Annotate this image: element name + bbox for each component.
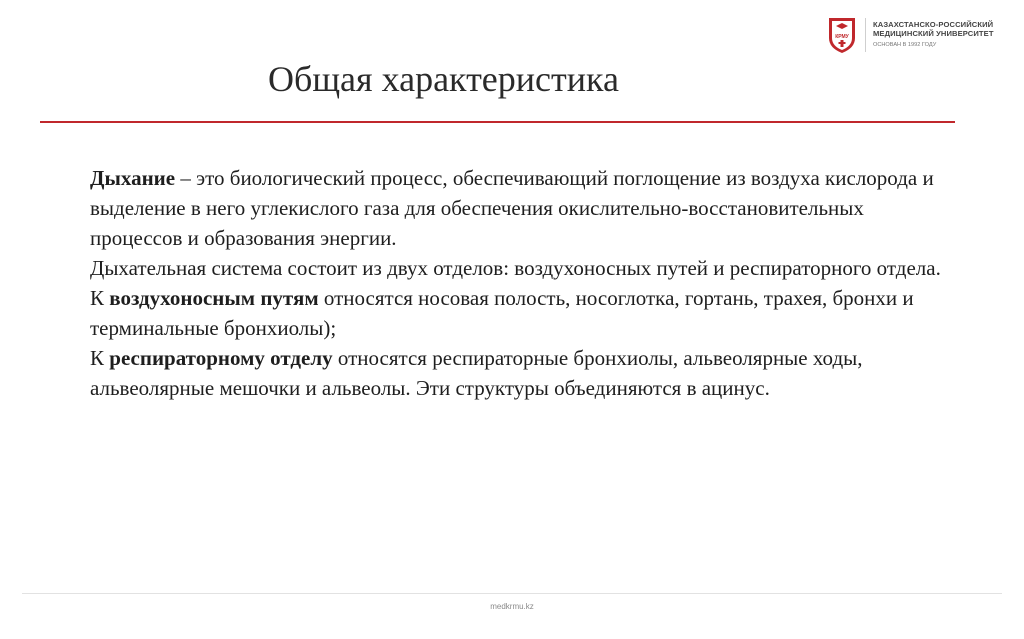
paragraph-airways: [90, 283, 950, 343]
respiratory-text: относятся респираторные бронхиолы, альвеолярные ходы, альвеолярные мешочки и альвеолы. Эти структуры объединяются в ацинус.: [90, 346, 863, 400]
paragraph-definition: [90, 163, 950, 253]
airways-prefix: К: [90, 286, 110, 310]
footer-url: medkrmu.kz: [490, 602, 534, 611]
system-text: Дыхательная система состоит из двух отделов: воздухоносных путей и респираторного отдела.: [90, 256, 941, 280]
logo-divider: [865, 18, 866, 52]
slide-body: [90, 163, 950, 403]
university-crest-icon: [827, 16, 857, 54]
slide-title: Общая характеристика: [268, 59, 619, 99]
logo-text: [873, 20, 994, 50]
airways-text: относятся носовая полость, носоглотка, гортань, трахея, бронхи и терминальные бронхиолы);: [90, 286, 914, 340]
respiratory-prefix: К: [90, 346, 110, 370]
definition-text: – это биологический процесс, обеспечивающий поглощение из воздуха кислорода и выделение в него углекислого газа для обеспечения окислительно-восстановительных процессов и образования энергии.: [90, 166, 934, 250]
logo-founded: ОСНОВАН В 1992 ГОДУ: [873, 42, 937, 48]
logo-name-line2: МЕДИЦИНСКИЙ УНИВЕРСИТЕТ: [873, 29, 994, 38]
university-logo: [827, 16, 1017, 56]
paragraph-system: [90, 253, 950, 283]
term-breathing: Дыхание: [90, 166, 176, 190]
logo-name-line1: КАЗАХСТАНСКО-РОССИЙСКИЙ: [873, 20, 994, 29]
paragraph-respiratory: [90, 343, 950, 403]
title-underline: [40, 121, 955, 123]
logo-badge-text: КРМУ: [835, 34, 849, 40]
term-respiratory: респираторному отделу: [109, 346, 333, 370]
footer-divider: [22, 593, 1002, 594]
term-airways: воздухоносным путям: [109, 286, 319, 310]
